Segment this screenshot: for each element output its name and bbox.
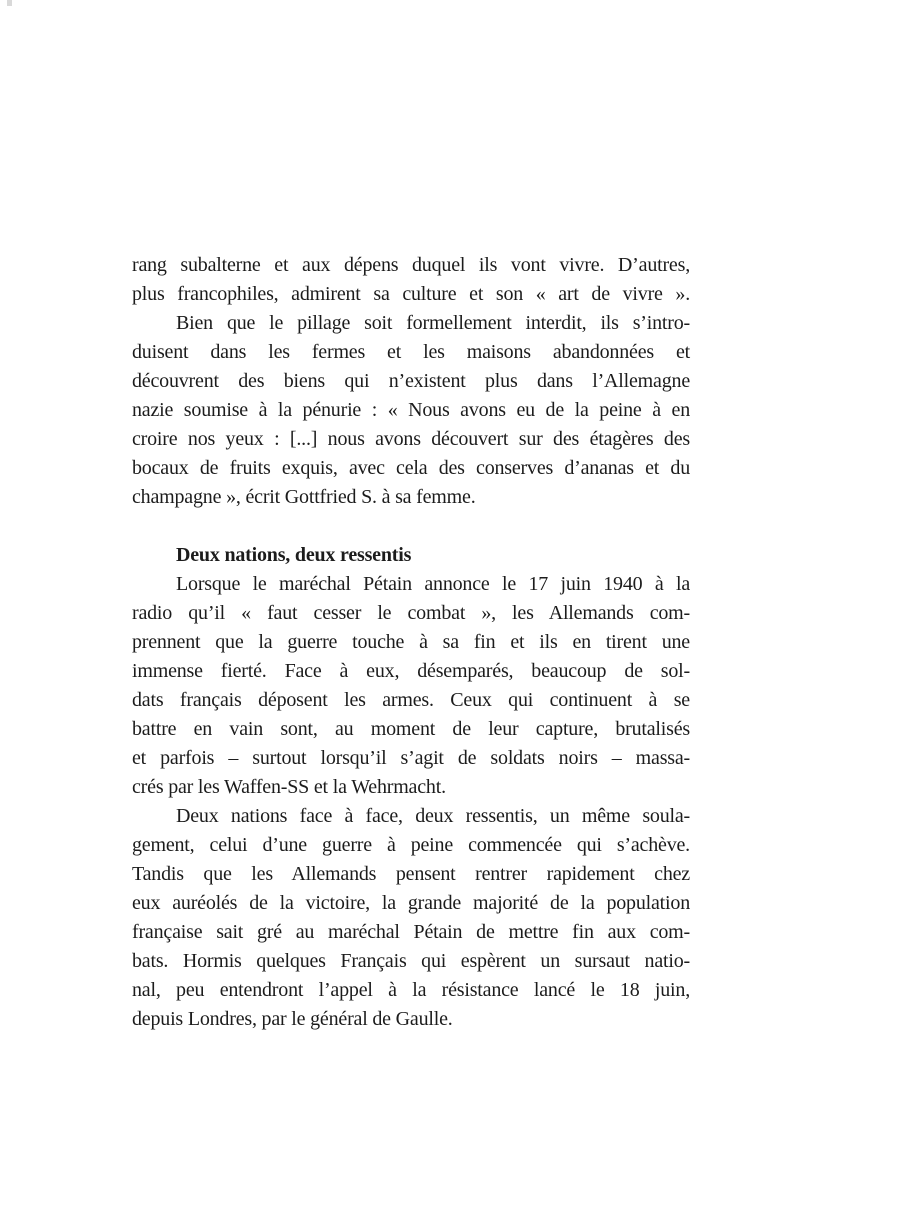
text-line: Deux nations face à face, deux ressentis, un même soula- — [176, 805, 690, 827]
text-line: Tandis que les Allemands pensent rentrer rapidement chez — [132, 863, 690, 885]
text-line: gement, celui d’une guerre à peine commencée qui s’achève. — [132, 834, 690, 856]
text-line: radio qu’il « faut cesser le combat », les Allemands com- — [132, 602, 690, 624]
paragraph — [132, 802, 690, 1034]
text-line: dats français déposent les armes. Ceux qui continuent à se — [132, 689, 690, 711]
body-text — [132, 251, 690, 1034]
text-line: depuis Londres, par le général de Gaulle. — [132, 1008, 453, 1030]
text-line: champagne », écrit Gottfried S. à sa femme. — [132, 486, 476, 508]
text-line: française sait gré au maréchal Pétain de mettre fin aux com- — [132, 921, 690, 943]
text-line: découvrent des biens qui n’existent plus dans l’Allemagne — [132, 370, 690, 392]
text-line: et parfois – surtout lorsqu’il s’agit de soldats noirs – massa- — [132, 747, 690, 769]
text-line: eux auréolés de la victoire, la grande majorité de la population — [132, 892, 690, 914]
text-line: immense fierté. Face à eux, désemparés, beaucoup de sol- — [132, 660, 690, 682]
text-line: rang subalterne et aux dépens duquel ils vont vivre. D’autres, — [132, 254, 690, 276]
text-line: bocaux de fruits exquis, avec cela des conserves d’ananas et du — [132, 457, 690, 479]
text-line: crés par les Waffen-SS et la Wehrmacht. — [132, 776, 446, 798]
paragraph-continuation — [132, 251, 690, 309]
text-line: nal, peu entendront l’appel à la résistance lancé le 18 juin, — [132, 979, 690, 1001]
text-line: prennent que la guerre touche à sa fin et ils en tirent une — [132, 631, 690, 653]
text-line: battre en vain sont, au moment de leur capture, brutalisés — [132, 718, 690, 740]
text-line: Bien que le pillage soit formellement interdit, ils s’intro- — [176, 312, 690, 334]
paragraph — [132, 309, 690, 512]
text-line: bats. Hormis quelques Français qui espèrent un sursaut natio- — [132, 950, 690, 972]
text-line: croire nos yeux : [...] nous avons découvert sur des étagères des — [132, 428, 690, 450]
scan-artifact-speck — [7, 0, 12, 6]
text-line: Lorsque le maréchal Pétain annonce le 17 juin 1940 à la — [176, 573, 690, 595]
paragraph — [132, 570, 690, 802]
section-heading: Deux nations, deux ressentis — [176, 544, 412, 566]
text-line: duisent dans les fermes et les maisons abandonnées et — [132, 341, 690, 363]
text-line: nazie soumise à la pénurie : « Nous avons eu de la peine à en — [132, 399, 690, 421]
text-line: plus francophiles, admirent sa culture et son « art de vivre ». — [132, 283, 690, 305]
